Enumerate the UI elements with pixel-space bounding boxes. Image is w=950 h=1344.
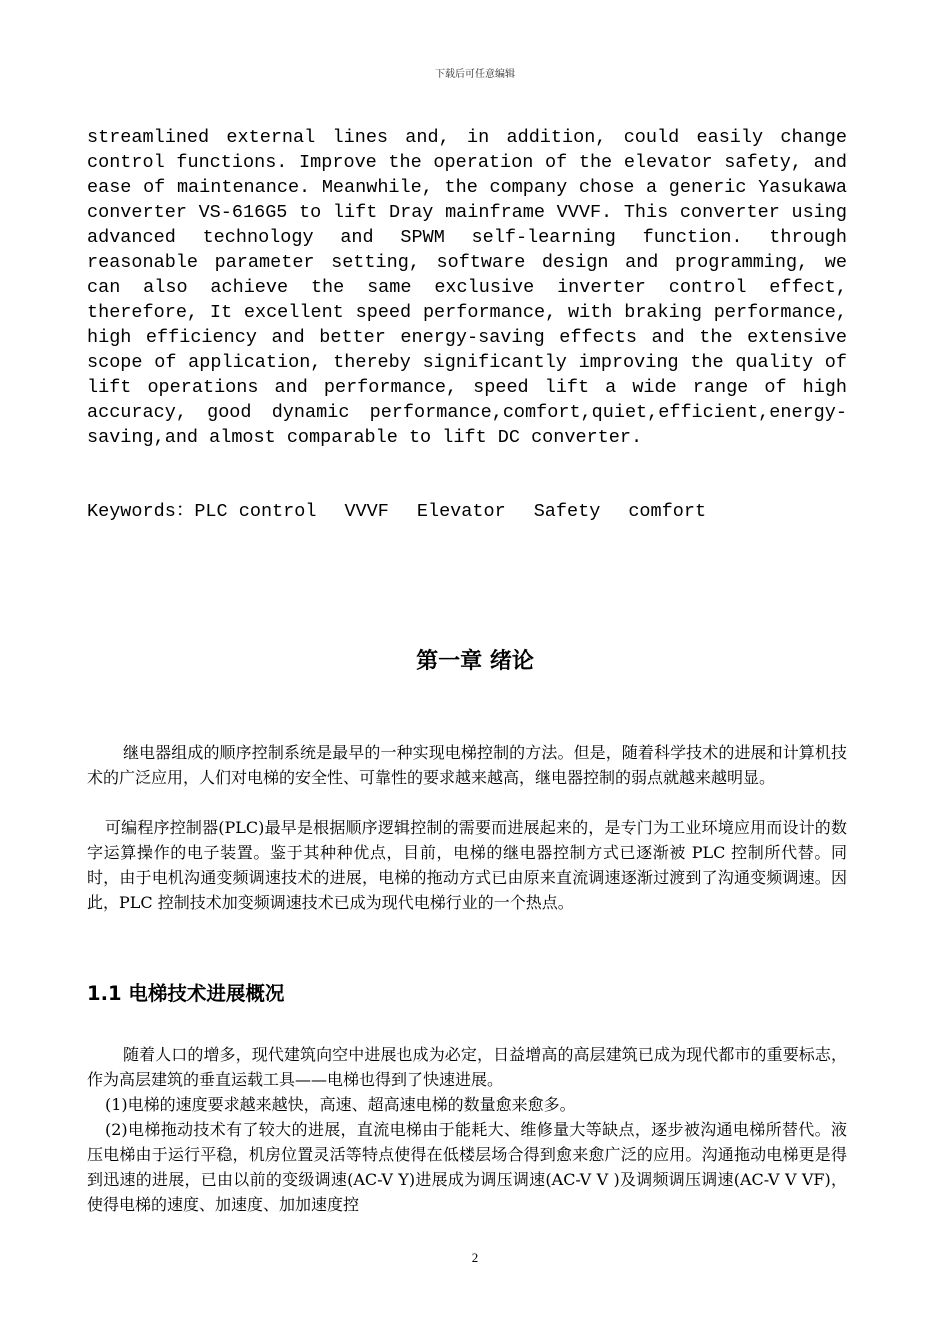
keyword-item: VVVF — [344, 501, 389, 522]
body-paragraph: 可编程序控制器(PLC)最早是根据顺序逻辑控制的需要而进展起来的，是专门为工业环境应用而设计的数字运算操作的电子装置。鉴于其种种优点，目前，电梯的继电器控制方式已逐渐被 PLC 控制所代替。同时，由于电机沟通变频调速技术的进展，电梯的拖动方式已由原来直流调速逐渐过渡到了沟通变频调速。因此，PLC 控制技术加变频调速技术已成为现代电梯行业的一个热点。 — [87, 818, 847, 912]
keyword-item: Elevator — [416, 501, 506, 522]
page-header: 下载后可任意编辑 — [435, 69, 515, 80]
body-paragraph: 随着人口的增多，现代建筑向空中进展也成为必定，日益增高的高层建筑已成为现代都市的重要标志，作为高层建筑的垂直运载工具——电梯也得到了快速进展。 — [87, 1045, 847, 1089]
keywords-line — [87, 499, 847, 524]
section-title: 1.1 电梯技术进展概况 — [87, 982, 285, 1005]
page-number: 2 — [471, 1250, 479, 1265]
keyword-item: Safety — [533, 501, 601, 522]
keyword-item: comfort — [628, 501, 707, 522]
keyword-item: PLC control — [194, 501, 317, 522]
keywords-label: Keywords： — [87, 501, 195, 522]
chapter-title: 第一章 绪论 — [416, 649, 534, 674]
body-paragraph: (2)电梯拖动技术有了较大的进展，直流电梯由于能耗大、维修量大等缺点，逐步被沟通电梯所替代。液压电梯由于运行平稳，机房位置灵活等特点使得在低楼层场合得到愈来愈广泛的应用。沟通拖动电梯更是得到迅速的进展，已由以前的变级调速(AC-V Y)进展成为调压调速(AC-V V )及调频调压调速(AC-V V VF)，使得电梯的速度、加速度、加加速度控 — [87, 1120, 847, 1214]
body-paragraph: (1)电梯的速度要求越来越快，高速、超高速电梯的数量愈来愈多。 — [105, 1095, 576, 1114]
body-paragraph: 继电器组成的顺序控制系统是最早的一种实现电梯控制的方法。但是，随着科学技术的进展和计算机技术的广泛应用，人们对电梯的安全性、可靠性的要求越来越高，继电器控制的弱点就越来越明显。 — [87, 743, 847, 787]
abstract-paragraph: streamlined external lines and, in addition, could easily change control functions. Improve the operation of the elevator safety, and ease of maintenance. Meanwhile, the company chose a generic Yasukawa converter VS-616G5 to lift Dray mainframe VVVF. This converter using advanced technology and SPWM self-learning function. through reasonable parameter setting, software design and programming, we can also achieve the same exclusive inverter control effect, therefore, It excellent speed performance, with braking performance, high efficiency and better energy-saving effects and the extensive scope of application, thereby significantly improving the quality of lift operations and performance, speed lift a wide range of high accuracy, good dynamic performance,comfort,quiet,efficient,energy-saving,and almost comparable to lift DC converter. — [87, 127, 847, 448]
